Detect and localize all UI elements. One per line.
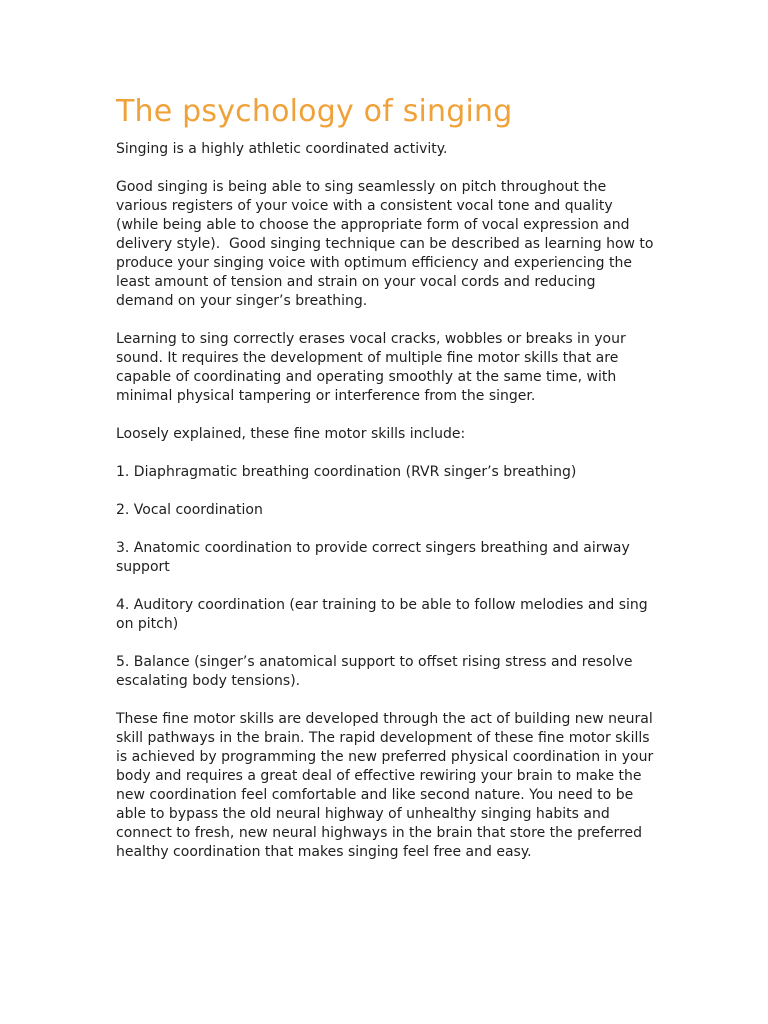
skill-item-2: 2. Vocal coordination — [116, 502, 263, 518]
document-page — [116, 92, 656, 881]
skill-item-4: 4. Auditory coordination (ear training to be able to follow melodies and sing on pitch) — [116, 597, 653, 632]
good-singing-paragraph: Good singing is being able to sing seamlessly on pitch throughout the various registers of your voice with a consistent vocal tone and quality (while being able to choose the appropriate form of vocal expression and delivery style). Good singing technique can be described as learning how to produce your singing voice with optimum efficiency and experiencing the least amount of tension and strain on your vocal cords and reducing demand on your singer’s breathing. — [116, 179, 658, 309]
skills-intro-paragraph: Loosely explained, these fine motor skills include: — [116, 426, 466, 442]
intro-paragraph: Singing is a highly athletic coordinated activity. — [116, 141, 448, 157]
learning-paragraph: Learning to sing correctly erases vocal cracks, wobbles or breaks in your sound. It requires the development of multiple fine motor skills that are capable of coordinating and operating smoothly at the same time, with minimal physical tampering or interference from the singer. — [116, 331, 631, 404]
skill-item-3: 3. Anatomic coordination to provide correct singers breathing and airway support — [116, 540, 635, 575]
neural-pathways-paragraph: These fine motor skills are developed through the act of building new neural skill pathways in the brain. The rapid development of these fine motor skills is achieved by programming the new preferred physical coordination in your body and requires a great deal of effective rewiring your brain to make the new coordination feel comfortable and like second nature. You need to be able to bypass the old neural highway of unhealthy singing habits and connect to fresh, new neural highways in the brain that store the preferred healthy coordination that makes singing feel free and easy. — [116, 711, 658, 860]
skill-item-1: 1. Diaphragmatic breathing coordination (RVR singer’s breathing) — [116, 464, 577, 480]
skill-item-5: 5. Balance (singer’s anatomical support to offset rising stress and resolve escalating body tensions). — [116, 654, 637, 689]
page-title: The psychology of singing — [116, 94, 513, 129]
